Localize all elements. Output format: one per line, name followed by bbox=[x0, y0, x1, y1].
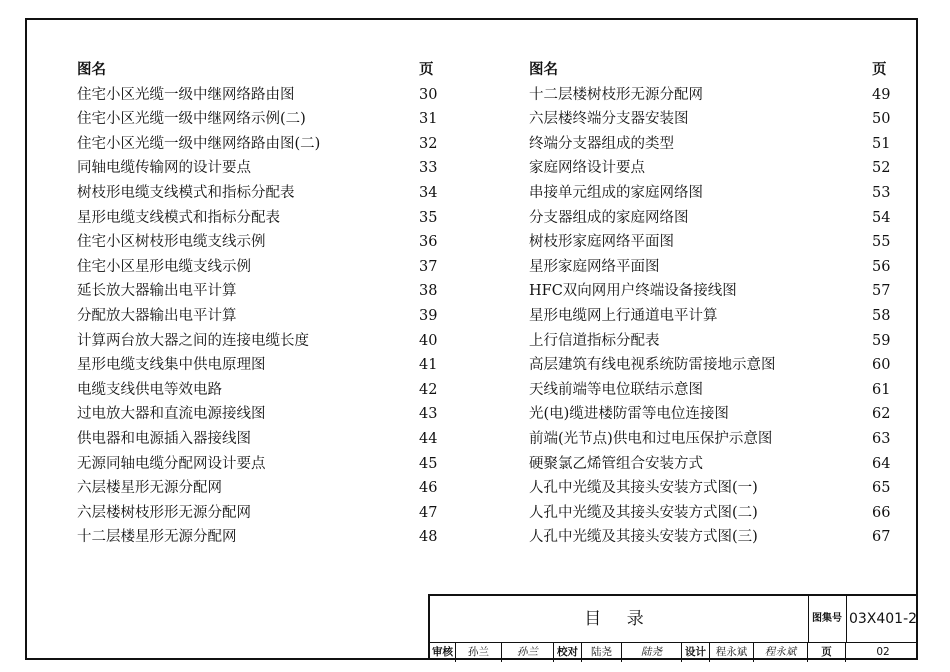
toc-entry-title: HFC双向网用户终端设备接线图 bbox=[529, 283, 737, 300]
toc-entry bbox=[77, 181, 437, 206]
toc-entry-title: 计算两台放大器之间的连接电缆长度 bbox=[77, 332, 309, 349]
toc-entry bbox=[77, 206, 437, 231]
toc-entry-title: 电缆支线供电等效电路 bbox=[77, 381, 222, 398]
toc-entry-title: 人孔中光缆及其接头安装方式图(二) bbox=[529, 504, 758, 521]
toc-entry-title: 六层楼星形无源分配网 bbox=[77, 480, 222, 497]
design-name: 程永斌 bbox=[710, 642, 754, 662]
toc-entry-title: 分支器组成的家庭网络图 bbox=[529, 209, 689, 226]
header-name: 图名 bbox=[77, 61, 106, 78]
toc-entry-page: 62 bbox=[872, 406, 891, 423]
toc-entry bbox=[77, 353, 437, 378]
check-label: 校对 bbox=[554, 642, 582, 662]
toc-entry-page: 42 bbox=[419, 381, 438, 398]
toc-entry-title: 串接单元组成的家庭网络图 bbox=[529, 184, 703, 201]
toc-entry-page: 56 bbox=[872, 258, 891, 275]
toc-entry-title: 过电放大器和直流电源接线图 bbox=[77, 406, 266, 423]
toc-entry-page: 35 bbox=[419, 209, 438, 226]
toc-entry bbox=[529, 83, 889, 108]
toc-entry-page: 30 bbox=[419, 86, 438, 103]
toc-entry-page: 55 bbox=[872, 234, 891, 251]
toc-entry-page: 45 bbox=[419, 455, 438, 472]
toc-entry-title: 延长放大器输出电平计算 bbox=[77, 283, 237, 300]
toc-entry bbox=[77, 427, 437, 452]
toc-entry-page: 39 bbox=[419, 307, 438, 324]
toc-entry-page: 49 bbox=[872, 86, 891, 103]
toc-entry bbox=[529, 501, 889, 526]
toc-entry-page: 41 bbox=[419, 357, 438, 374]
toc-entry bbox=[529, 402, 889, 427]
toc-entry bbox=[77, 501, 437, 526]
toc-entry-title: 人孔中光缆及其接头安装方式图(三) bbox=[529, 529, 758, 546]
toc-entry bbox=[529, 378, 889, 403]
toc-entry-page: 66 bbox=[872, 504, 891, 521]
toc-entry-title: 同轴电缆传输网的设计要点 bbox=[77, 160, 251, 177]
toc-entry-title: 硬聚氯乙烯管组合安装方式 bbox=[529, 455, 703, 472]
toc-entry-page: 36 bbox=[419, 234, 438, 251]
toc-entry-page: 40 bbox=[419, 332, 438, 349]
toc-entry bbox=[77, 107, 437, 132]
toc-entry bbox=[529, 107, 889, 132]
toc-entry-page: 32 bbox=[419, 135, 438, 152]
set-number-label: 图集号 bbox=[808, 596, 847, 642]
toc-entry-title: 无源同轴电缆分配网设计要点 bbox=[77, 455, 266, 472]
toc-entry-title: 终端分支器组成的类型 bbox=[529, 135, 674, 152]
toc-entry bbox=[529, 452, 889, 477]
toc-entry bbox=[529, 525, 889, 550]
toc-entry bbox=[77, 525, 437, 550]
header-page: 页 bbox=[419, 61, 434, 78]
design-label: 设计 bbox=[682, 642, 710, 662]
design-signature: 程永斌 bbox=[754, 642, 808, 662]
toc-entry-page: 67 bbox=[872, 529, 891, 546]
toc-entry-page: 61 bbox=[872, 381, 891, 398]
toc-entry-page: 57 bbox=[872, 283, 891, 300]
toc-entry-page: 53 bbox=[872, 184, 891, 201]
toc-entry-title: 星形电缆支线模式和指标分配表 bbox=[77, 209, 280, 226]
toc-entry bbox=[77, 329, 437, 354]
toc-entry bbox=[529, 181, 889, 206]
toc-entry bbox=[529, 156, 889, 181]
toc-entry bbox=[77, 378, 437, 403]
toc-entry-page: 54 bbox=[872, 209, 891, 226]
toc-entry-title: 六层楼树枝形形无源分配网 bbox=[77, 504, 251, 521]
toc-entry-title: 住宅小区光缆一级中继网络示例(二) bbox=[77, 111, 306, 128]
title-block bbox=[428, 594, 918, 660]
toc-entry-page: 63 bbox=[872, 430, 891, 447]
toc-entry-title: 树枝形电缆支线模式和指标分配表 bbox=[77, 184, 295, 201]
toc-entry-page: 50 bbox=[872, 111, 891, 128]
toc-entry-page: 43 bbox=[419, 406, 438, 423]
toc-entry-title: 星形家庭网络平面图 bbox=[529, 258, 660, 275]
toc-entry-title: 住宅小区光缆一级中继网络路由图(二) bbox=[77, 135, 321, 152]
toc-entry bbox=[529, 476, 889, 501]
toc-entry-page: 47 bbox=[419, 504, 438, 521]
toc-entry-title: 六层楼终端分支器安装图 bbox=[529, 111, 689, 128]
toc-entry-title: 十二层楼树枝形无源分配网 bbox=[529, 86, 703, 103]
toc-entry-page: 64 bbox=[872, 455, 891, 472]
toc-entry-title: 住宅小区光缆一级中继网络路由图 bbox=[77, 86, 295, 103]
toc-entry bbox=[77, 279, 437, 304]
toc-entry-title: 高层建筑有线电视系统防雷接地示意图 bbox=[529, 357, 776, 374]
toc-entry bbox=[77, 304, 437, 329]
toc-entry bbox=[529, 255, 889, 280]
header-page: 页 bbox=[872, 61, 887, 78]
page-label: 页 bbox=[808, 642, 846, 662]
toc-entry-page: 48 bbox=[419, 529, 438, 546]
toc-entry-title: 星形电缆网上行通道电平计算 bbox=[529, 307, 718, 324]
toc-entry-page: 52 bbox=[872, 160, 891, 177]
review-label: 审核 bbox=[430, 642, 456, 662]
toc-entry-title: 供电器和电源插入器接线图 bbox=[77, 430, 251, 447]
toc-entry-title: 星形电缆支线集中供电原理图 bbox=[77, 357, 266, 374]
toc-entry-page: 59 bbox=[872, 332, 891, 349]
toc-entry-title: 住宅小区树枝形电缆支线示例 bbox=[77, 234, 266, 251]
check-name: 陆尧 bbox=[582, 642, 622, 662]
toc-entry-title: 上行信道指标分配表 bbox=[529, 332, 660, 349]
toc-entry-title: 树枝形家庭网络平面图 bbox=[529, 234, 674, 251]
header-name: 图名 bbox=[529, 61, 558, 78]
toc-entry-title: 前端(光节点)供电和过电压保护示意图 bbox=[529, 430, 773, 447]
toc-entry-title: 人孔中光缆及其接头安装方式图(一) bbox=[529, 480, 758, 497]
toc-right-header bbox=[529, 58, 889, 83]
toc-entry bbox=[77, 452, 437, 477]
toc-entry-title: 分配放大器输出电平计算 bbox=[77, 307, 237, 324]
toc-entry bbox=[77, 255, 437, 280]
toc-entry-title: 住宅小区星形电缆支线示例 bbox=[77, 258, 251, 275]
toc-entry bbox=[529, 353, 889, 378]
toc-entry-page: 31 bbox=[419, 111, 438, 128]
toc-entry-page: 34 bbox=[419, 184, 438, 201]
toc-left-column bbox=[77, 58, 437, 550]
toc-entry-page: 38 bbox=[419, 283, 438, 300]
toc-entry bbox=[77, 132, 437, 157]
page-number: 02 bbox=[876, 646, 890, 658]
set-number: 03X401-2 bbox=[848, 611, 918, 627]
toc-entry-page: 46 bbox=[419, 480, 438, 497]
toc-entry-page: 44 bbox=[419, 430, 438, 447]
toc-entry-page: 37 bbox=[419, 258, 438, 275]
toc-entry bbox=[529, 132, 889, 157]
toc-entry bbox=[529, 230, 889, 255]
toc-entry bbox=[529, 206, 889, 231]
check-signature: 陆尧 bbox=[622, 642, 682, 662]
toc-entry bbox=[529, 427, 889, 452]
toc-entry-page: 65 bbox=[872, 480, 891, 497]
toc-entry bbox=[529, 329, 889, 354]
toc-entry bbox=[77, 83, 437, 108]
toc-entry bbox=[77, 476, 437, 501]
toc-entry-title: 光(电)缆进楼防雷等电位连接图 bbox=[529, 406, 729, 423]
toc-entry bbox=[77, 402, 437, 427]
toc-entry-page: 51 bbox=[872, 135, 891, 152]
toc-left-header bbox=[77, 58, 437, 83]
toc-entry bbox=[77, 156, 437, 181]
toc-entry bbox=[77, 230, 437, 255]
toc-entry-title: 家庭网络设计要点 bbox=[529, 160, 645, 177]
toc-entry-title: 天线前端等电位联结示意图 bbox=[529, 381, 703, 398]
sheet-title: 目 录 bbox=[430, 596, 809, 642]
review-name: 孙兰 bbox=[456, 642, 502, 662]
toc-entry bbox=[529, 304, 889, 329]
toc-entry-page: 58 bbox=[872, 307, 891, 324]
toc-entry-page: 60 bbox=[872, 357, 891, 374]
toc-entry-page: 33 bbox=[419, 160, 438, 177]
toc-entry bbox=[529, 279, 889, 304]
review-signature: 孙兰 bbox=[502, 642, 554, 662]
toc-entry-title: 十二层楼星形无源分配网 bbox=[77, 529, 237, 546]
toc-right-column bbox=[529, 58, 889, 550]
